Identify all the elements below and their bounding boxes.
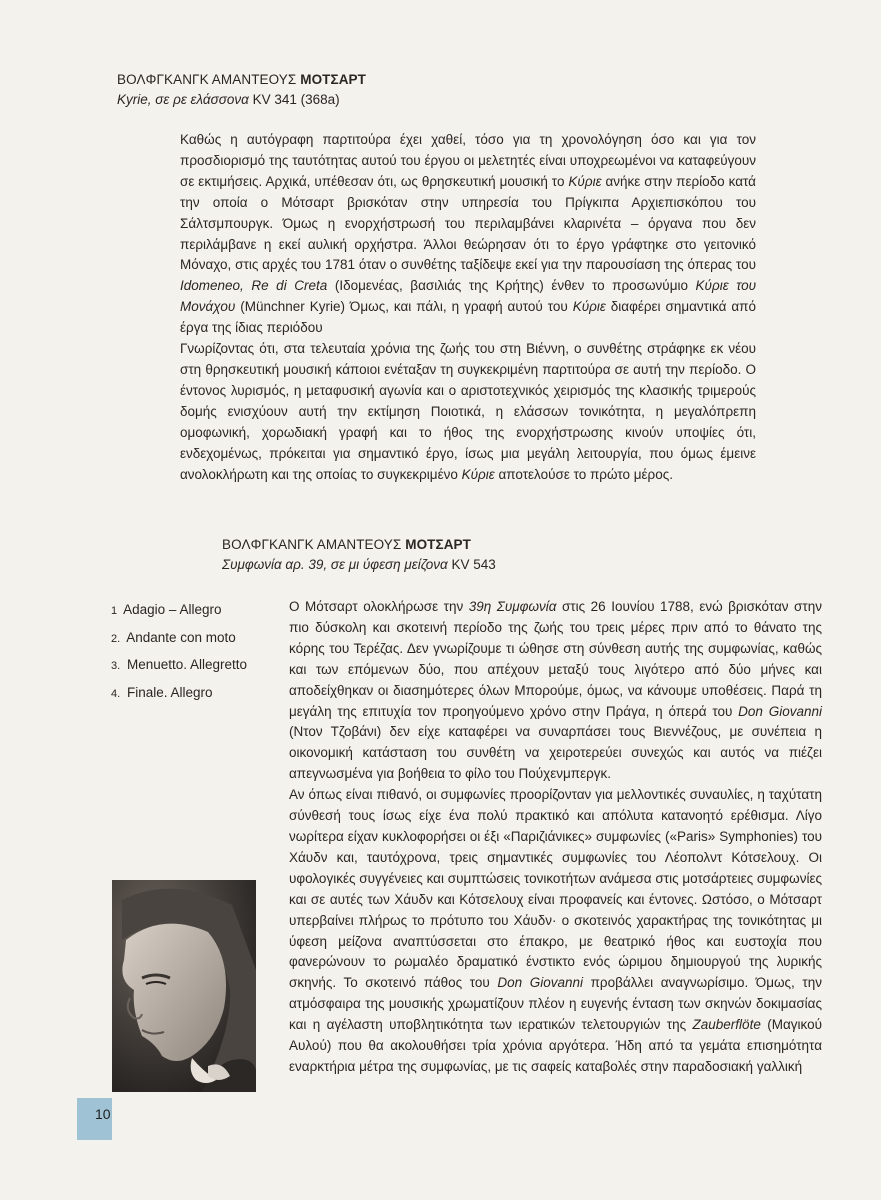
text-run: Καθώς η αυτόγραφη παρτιτούρα έχει χαθεί, τόσο για τη χρονολόγηση όσο και για τον προσδιορισμό της ταυτότητας αυτού του έργου οι μελετητές είναι υποχρεωμένοι να καταφεύγουν σε εκτιμήσεις. Αρχικά, υπέθεσαν ότι, ως θρησκευτική μουσική το	[180, 132, 756, 189]
text-run: (Münchner Kyrie) Όμως, και πάλι, η γραφή αυτού του	[235, 299, 573, 315]
composer-first-name: ΒΟΛΦΓΚΑΝΓΚ ΑΜΑΝΤΕΟΥΣ	[117, 72, 297, 87]
catalog-number: KV 543	[451, 557, 496, 572]
composer-name	[222, 535, 496, 555]
text-run: αποτελούσε το πρώτο μέρος.	[494, 466, 673, 482]
symphony-heading	[222, 535, 496, 575]
text-run: (Ντον Τζοβάνι) δεν είχε καταφέρει να συναρπάσει τους Βιεννέζους, με συνέπεια η οικονομική κατάσταση του συνθέτη να χειροτερεύει συνεχώς και αυτός να πιέζει απεγνωσμένα για βοήθεια το φίλο του Πούχενμπεργκ.	[289, 724, 822, 782]
page-number: 10	[95, 1106, 111, 1122]
text-run: διαφέρει σημαντικά από έργα της ίδιας περιόδου	[180, 299, 756, 336]
paragraph	[289, 597, 822, 785]
movement-number: 4.	[111, 687, 121, 700]
italic-text: Idomeneo, Re di Creta	[180, 278, 328, 294]
paragraph	[180, 339, 756, 485]
movement-item	[111, 597, 281, 625]
text-run: στις 26 Ιουνίου 1788, ενώ βρισκόταν στην πιο δύσκολη και σκοτεινή περίοδο της ζωής του τρεις μέρες πριν από το θάνατο της κόρης του Τερέζας. Δεν γνωρίζουμε τι ώθησε στη σύνθεση αυτής της συμφωνίας, καθώς και των επόμενων δύο, που απέχουν μεταξύ τους λιγότερο από δύο μήνες και αποδείχθηκαν οι διασημότερες όλων Μπορούμε, όμως, να κάνουμε υποθέσεις. Παρά τη μεγάλη της επιτυχία τον προηγούμενο χρόνο στην Πράγα, η όπερά του	[289, 599, 822, 719]
composer-name	[117, 70, 366, 90]
text-run: Ο Μότσαρτ ολοκλήρωσε την	[289, 599, 469, 614]
paragraph	[289, 785, 822, 1078]
movement-number: 3.	[111, 660, 121, 673]
portrait-illustration	[112, 880, 256, 1092]
italic-text: Don Giovanni	[738, 703, 822, 719]
kyrie-heading	[117, 70, 366, 110]
text-run: Αν όπως είναι πιθανό, οι συμφωνίες προορίζονταν για μελλοντικές συναυλίες, η ταχύτατη σύνθεσή τους ίσως είχε ένα πολύ πρακτικό και απόλυτα κατανοητό ερέθισμα. Λίγο νωρίτερα είχαν κυκλοφορήσει οι έξι «Παριζιάνικες» συμφωνίες («Paris» Symphonies) του Χάυδν και, ταυτόχρονα, τρεις σημαντικές συμφωνίες του Λέοπολντ Κότσελουχ. Οι υφολογικές συγγένειες και συμπτώσεις τονικοτήτων ανάμεσα στις μοτσάρτειες συμφωνίες και σε αυτές των Χάυδν και Κότσελουχ είναι προφανείς και έντονες. Ωστόσο, ο Μότσαρτ υπερβαίνει πλήρως το πρότυπο του Χάυδν· ο σκοτεινός χαρακτήρας της τονικότητας μι ύφεση μείζονα αναπτύσσεται στο έπακρο, με θεατρικό ήθος και ευστοχία που φανερώνουν το ρωμαλέο δραματικό ένστικτο ενός ώριμου δημιουργού της λυρικής σκηνής. Το σκοτεινό πάθος του	[289, 787, 822, 991]
work-title: Συμφωνία αρ. 39, σε μι ύφεση μείζονα	[222, 557, 448, 572]
italic-text: Κύριε	[461, 466, 495, 482]
italic-text: Κύριε	[572, 299, 606, 315]
italic-text: Κύριε	[568, 173, 602, 189]
work-title-line	[117, 90, 366, 110]
movement-label: Menuetto. Allegretto	[126, 657, 248, 673]
paragraph	[180, 130, 756, 339]
movement-number: 1	[111, 605, 118, 617]
text-run: (Μαγικού Αυλού) που θα ακολουθήσει τρία χρόνια αργότερα. Ήδη από τα γεμάτα επισημότητα εναρκτήρια μέτρα της συμφωνίας, με τις σαφείς καταβολές στην παραδοσιακή γαλλική	[289, 1017, 822, 1074]
work-title-line	[222, 555, 496, 575]
symphony-notes	[289, 597, 822, 1078]
movement-item	[111, 625, 281, 653]
kyrie-notes	[180, 130, 756, 485]
movement-number: 2.	[111, 632, 121, 645]
movement-label: Adagio – Allegro	[123, 602, 222, 617]
italic-text: Zauberflöte	[692, 1017, 761, 1033]
movement-item	[111, 652, 281, 680]
text-run: (Ιδομενέας, βασιλιάς της Κρήτης) ένθεν το προσωνύμιο	[327, 278, 696, 294]
movement-label: Finale. Allegro	[126, 684, 213, 700]
composer-first-name: ΒΟΛΦΓΚΑΝΓΚ ΑΜΑΝΤΕΟΥΣ	[222, 537, 402, 552]
movement-list	[111, 597, 281, 707]
composer-surname: ΜΟΤΣΑΡΤ	[300, 72, 367, 87]
movement-item	[111, 680, 281, 708]
text-run: ανήκε στην περίοδο κατά την οποία ο Μότσαρτ βρισκόταν στην υπηρεσία του Πρίγκιπα Αρχιεπισκόπου του Σάλτσμπουργκ. Όμως η ενορχήστρωσή του περιλαμβάνει κλαρινέτα – όργανα που δεν περιλάμβανε η εκεί αυλική ορχήστρα. Άλλοι θεώρησαν ότι το έργο γράφτηκε στο γειτονικό Μόναχο, στις αρχές του 1781 όταν ο συνθέτης ταξίδεψε εκεί για την παρουσίαση της όπερας του	[180, 173, 756, 273]
portrait-image	[112, 880, 256, 1092]
movement-label: Andante con moto	[126, 629, 236, 645]
italic-text: Κύριε του Μονάχου	[180, 278, 756, 315]
text-run: προβάλλει αναγνωρίσιμο. Όμως, την ατμόσφαιρα της μουσικής χρωματίζουν πλέον η ευγενής ένταση των σκηνών δοκιμασίας και η αγέλαστη υποβλητικότητα των ιερατικών τελετουργιών της	[289, 975, 822, 1033]
work-title: Kyrie, σε ρε ελάσσονα	[117, 92, 249, 107]
composer-surname: ΜΟΤΣΑΡΤ	[405, 537, 472, 552]
italic-text: Don Giovanni	[497, 975, 583, 991]
catalog-number: KV 341 (368a)	[252, 92, 340, 107]
italic-text: 39η Συμφωνία	[468, 599, 557, 614]
text-run: Γνωρίζοντας ότι, στα τελευταία χρόνια της ζωής του στη Βιέννη, ο συνθέτης στράφηκε εκ νέου στη θρησκευτική μουσική κάποιοι ενέταξαν τη συγκεκριμένη παρτιτούρα σε αυτή την περίοδο. Ο έντονος λυρισμός, η μεταφυσική αγωνία και ο αριστοτεχνικός χειρισμός της κλασικής τριμερούς δομής ενισχύουν αυτή την εκτίμηση Ποιοτικά, η ελάσσων τονικότητα, η μεγαλόπρεπη ομοφωνική, χορωδιακή γραφή και το ήθος της ενορχήστρωσης κινούν υποψίες ότι, ενδεχομένως, πρόκειται για σημαντικό έργο, ίσως μια μεγάλη λειτουργία, που όμως έμεινε ανολοκλήρωτη και της οποίας το συγκεκριμένο	[180, 341, 756, 482]
